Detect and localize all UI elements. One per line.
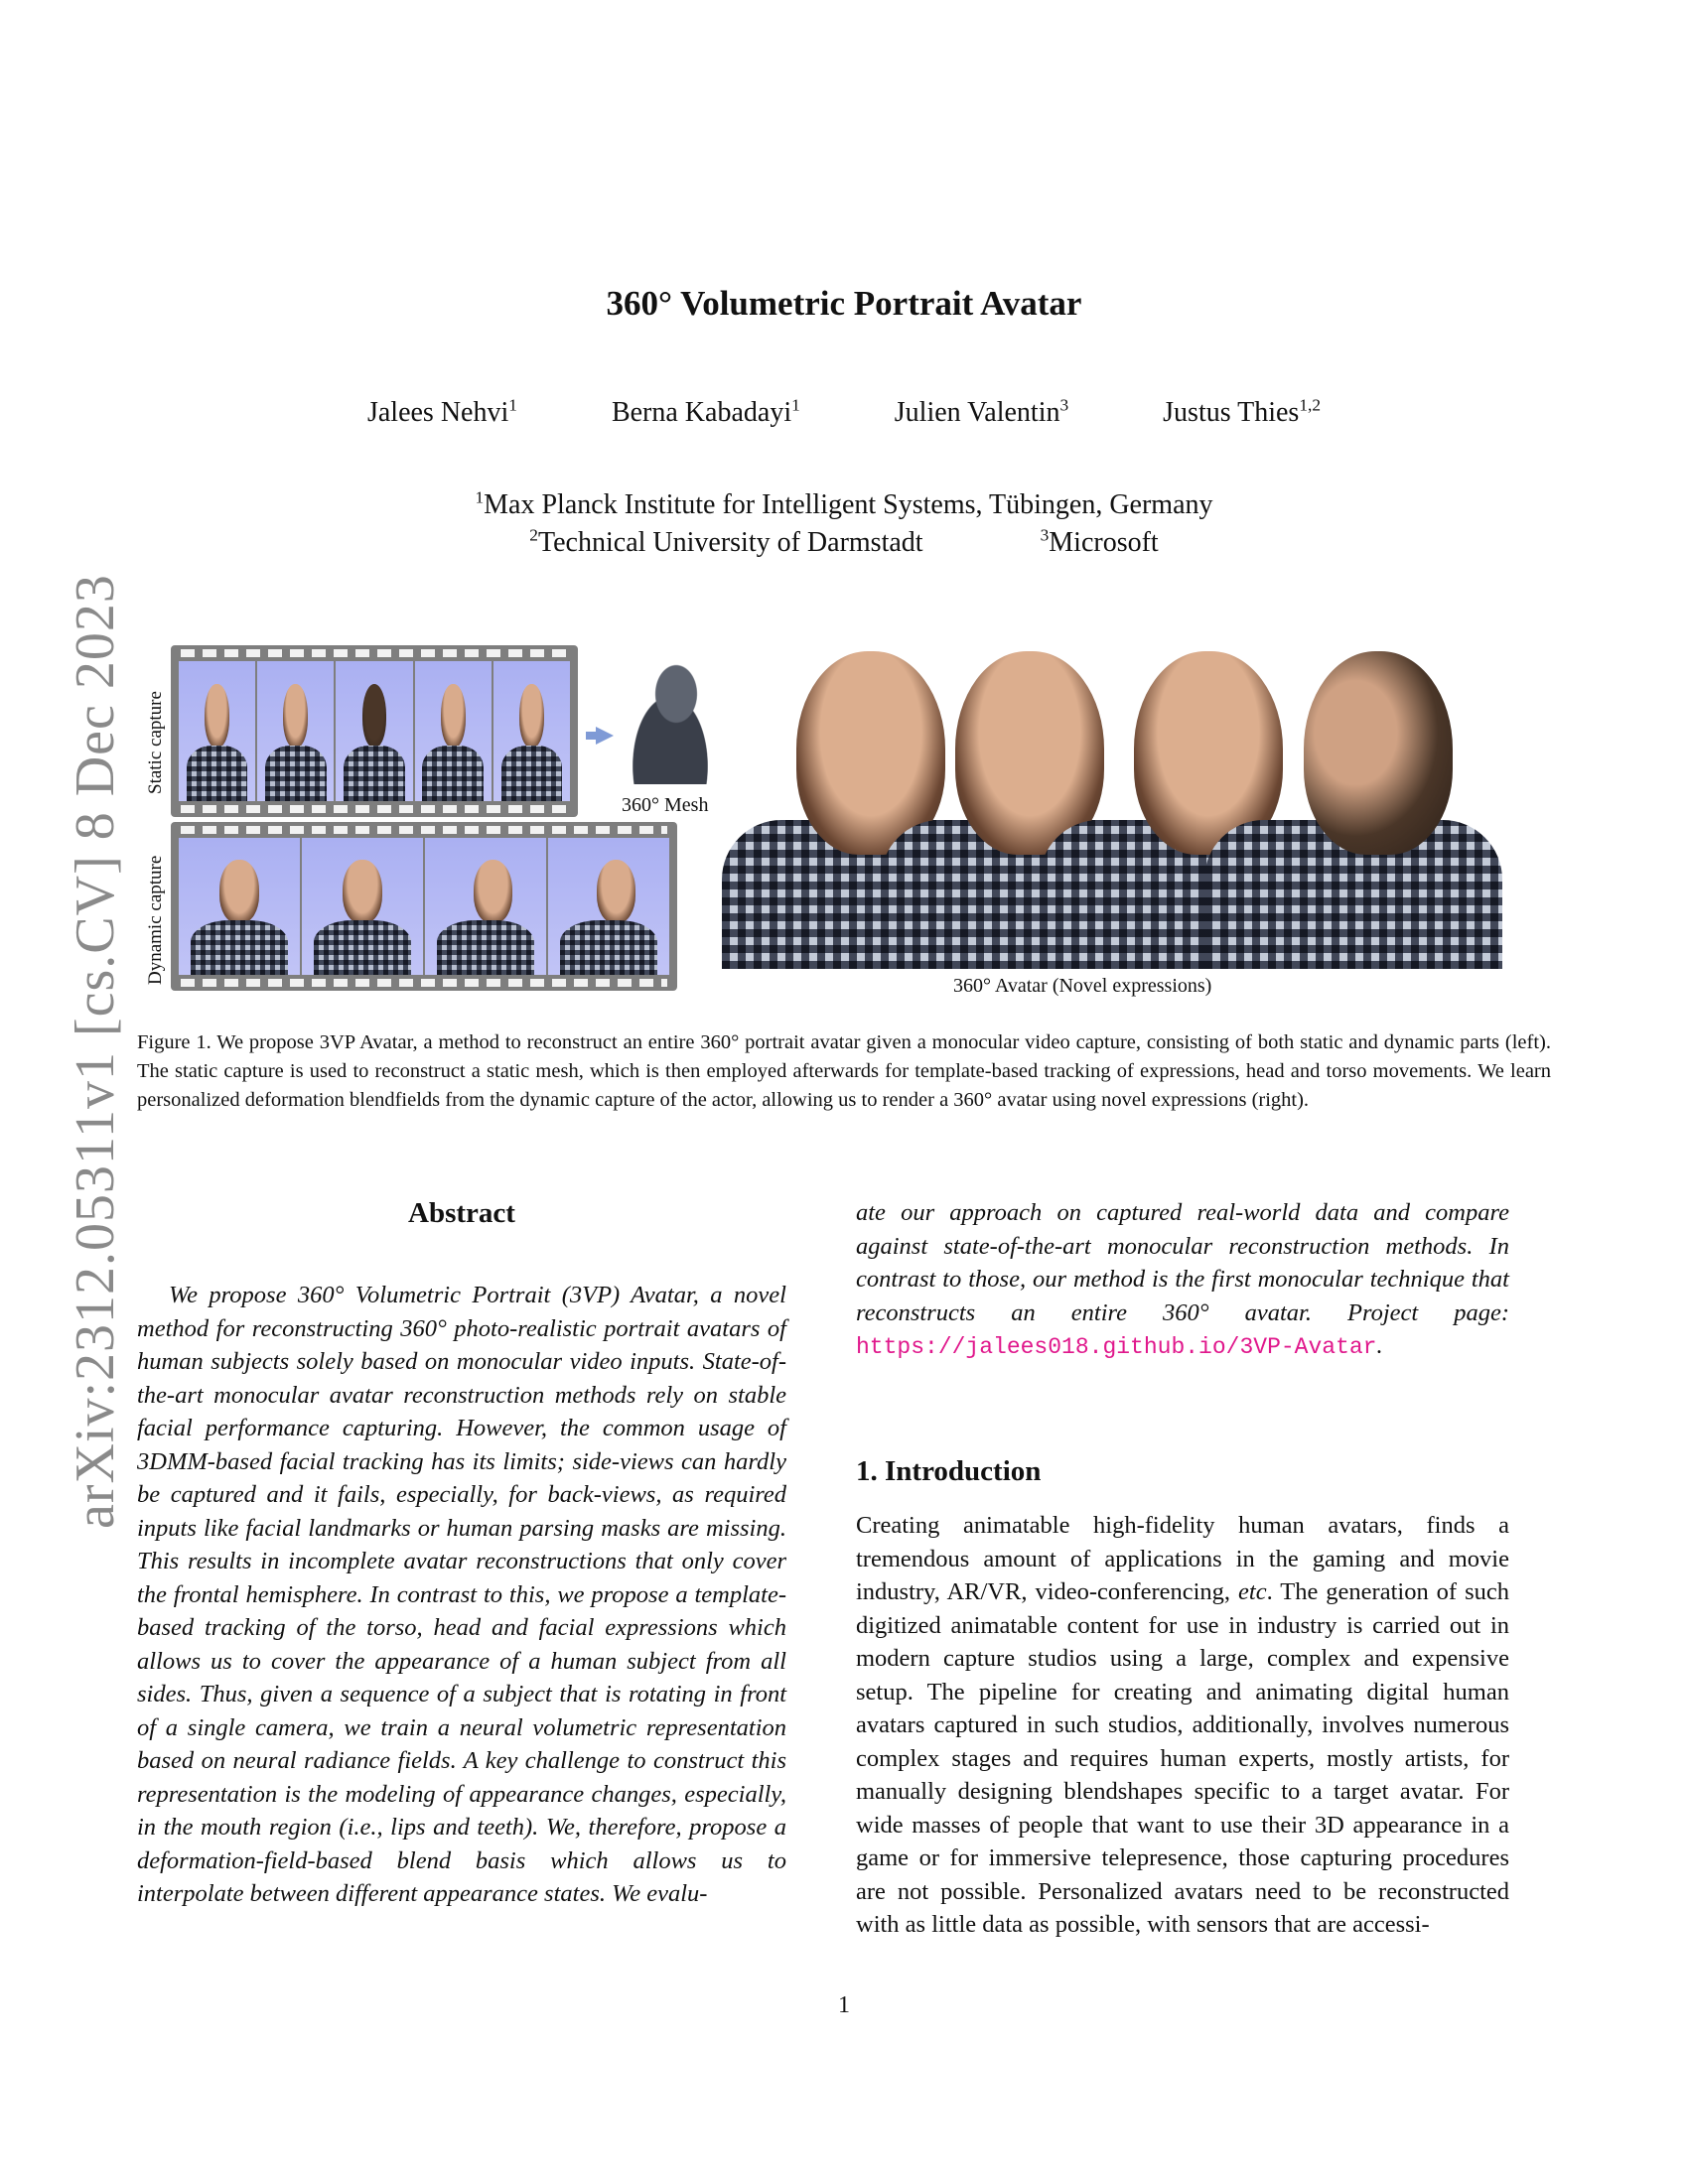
mesh-image: [611, 655, 730, 784]
mesh-label: 360° Mesh: [622, 794, 709, 816]
avatar-renders: [722, 647, 1502, 969]
dynamic-frame: [425, 838, 546, 975]
static-frame: [257, 661, 334, 801]
static-frame: [336, 661, 412, 801]
author-list: [0, 397, 1688, 429]
arxiv-identifier: arXiv:2312.05311v1 [cs.CV] 8 Dec 2023: [65, 574, 126, 1529]
introduction-text: Creating animatable high-fidelity human avatars, finds a tremendous amount of applications in the gaming and movie industry, AR/VR, video-conferencing, etc. The generation of such digitized animatable content for use in industry is carried out in modern capture studios using a large, complex and expensive setup. The pipeline for creating and animating digital human avatars captured in such studios, additionally, involves numerous complex stages and requires human experts, mostly artists, for manually designing blendshapes specific to a target avatar. For wide masses of people that want to use their 3D appearance in a game or for immersive telepresence, those capturing procedures are not possible. Personalized avatars need to be reconstructed with as little data as possible, with sensors that are accessi-: [856, 1512, 1509, 1938]
figure-caption: Figure 1. We propose 3VP Avatar, a method to reconstruct an entire 360° portrait avatar given a monocular video capture, consisting of both static and dynamic parts (left). The static capture is used to reconstruct a static mesh, which is then employed afterwards for template-based tracking of expressions, head and torso movements. We learn personalized deformation blendfields from the dynamic capture of the actor, allowing us to render a 360° avatar using novel expressions (right).: [137, 1031, 1551, 1111]
affiliation-1: $^1$Max Planck Institute for Intelligent Systems, Tübingen, Germany: [475, 487, 1213, 520]
abstract-text-left: We propose 360° Volumetric Portrait (3VP) Avatar, a novel method for reconstructing 360° photo-realistic portrait avatars of human subjects solely based on monocular video inputs. State-of-the-art monocular avatar reconstruction methods rely on stable facial performance capturing. However, the common usage of 3DMM-based facial tracking has its limits; side-views can hardly be captured and it fails, especially, for back-views, as required inputs like facial landmarks or human parsing masks are missing. This results in incomplete avatar reconstructions that only cover the frontal hemisphere. In contrast to this, we propose a template-based tracking of the torso, head and facial expressions which allows us to cover the appearance of a human subject from all sides. Thus, given a sequence of a subject that is rotating in front of a single camera, we train a neural volumetric representation based on neural radiance fields. A key challenge to construct this representation is the modeling of appearance changes, especially, in the mouth region (i.e., lips and teeth). We, therefore, propose a deformation-field-based blend basis which allows us to interpolate between different appearance states. We evalu-: [137, 1282, 786, 1907]
abstract-text-right: ate our approach on captured real-world data and compare against state-of-the-art monocular reconstruction methods. In contrast to those, our method is the first monocular technique that reconstructs an entire 360° avatar. Project page: https://jalees018.github.io/3VP-Avatar.: [856, 1199, 1509, 1360]
author-1: Jalees Nehvi$^1$: [366, 395, 517, 428]
dynamic-frame: [179, 838, 300, 975]
dynamic-capture-filmstrip: [171, 822, 677, 991]
static-frame: [179, 661, 255, 801]
dynamic-capture-label: Dynamic capture: [145, 855, 166, 985]
page-number: 1: [838, 1992, 850, 2018]
project-page-link[interactable]: https://jalees018.github.io/3VP-Avatar: [856, 1334, 1377, 1360]
author-3: Julien Valentin$^3$: [894, 395, 1069, 428]
paper-title: 360° Volumetric Portrait Avatar: [606, 284, 1082, 323]
abstract-heading: Abstract: [408, 1197, 515, 1229]
avatar-render: [1204, 651, 1502, 969]
author-4: Justus Thies$^{1,2}$: [1163, 395, 1322, 428]
dynamic-frame: [302, 838, 423, 975]
affiliation-2-3: $^2$Technical University of Darmstadt $^3$Microsoft: [529, 525, 1159, 558]
avatar-label: 360° Avatar (Novel expressions): [953, 975, 1212, 997]
author-2: Berna Kabadayi$^1$: [611, 395, 800, 428]
introduction-heading: 1. Introduction: [856, 1455, 1042, 1487]
static-frame: [415, 661, 492, 801]
static-capture-filmstrip: [171, 645, 578, 817]
dynamic-frame: [548, 838, 669, 975]
static-capture-label: Static capture: [145, 691, 166, 794]
arrow-right-icon: [586, 727, 614, 745]
static-frame: [493, 661, 570, 801]
